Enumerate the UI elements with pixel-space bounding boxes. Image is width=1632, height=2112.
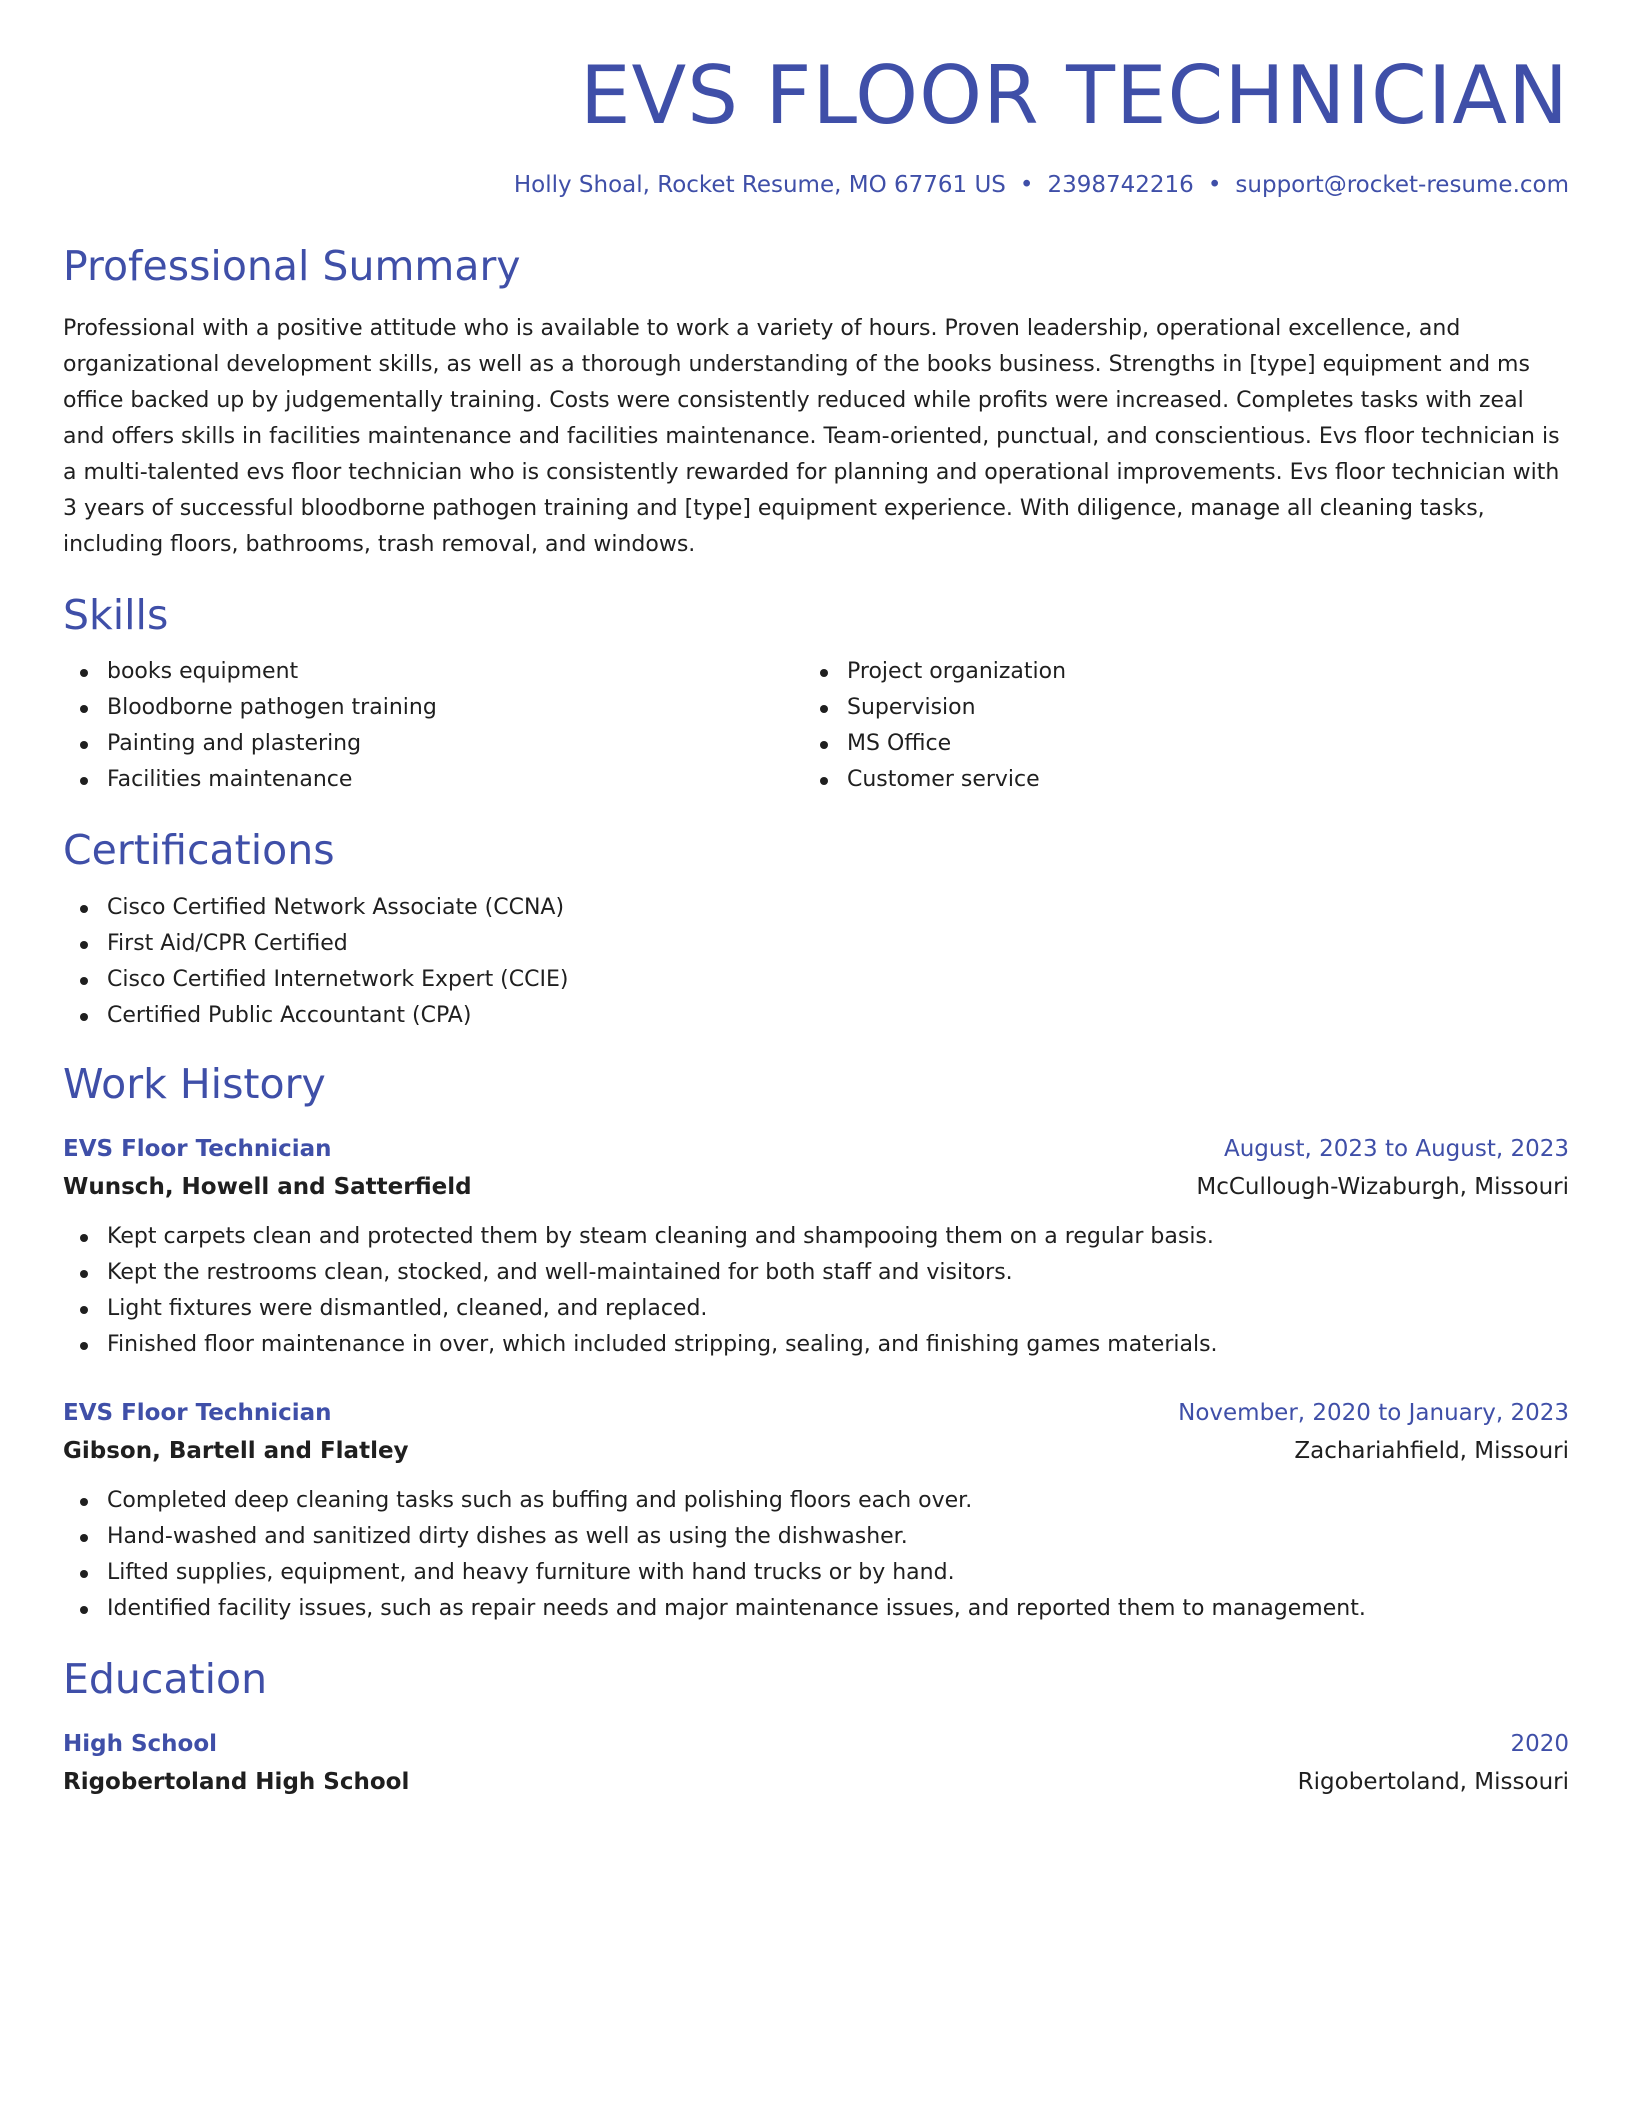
work-duty-text: Identified facility issues, such as repair needs and major maintenance issues, and reported them to management. xyxy=(107,1595,1366,1621)
skills-heading: Skills xyxy=(63,591,169,640)
work-entry-header xyxy=(63,1131,1569,1167)
work-employer: Gibson, Bartell and Flatley xyxy=(63,1437,409,1464)
bullet-dot xyxy=(80,1342,88,1350)
skill-text: MS Office xyxy=(847,731,952,757)
certifications-list xyxy=(63,890,1569,1034)
work-duty-text: Completed deep cleaning tasks such as buffing and polishing floors each over. xyxy=(107,1487,973,1513)
contact-email: support@rocket-resume.com xyxy=(1235,172,1569,198)
work-dates: November, 2020 to January, 2023 xyxy=(1178,1399,1569,1426)
work-entry-subheader xyxy=(63,1431,1569,1471)
certification-text: Cisco Certified Internetwork Expert (CCIE) xyxy=(107,966,569,992)
skills-grid xyxy=(63,654,1569,798)
education-heading: Education xyxy=(63,1654,268,1703)
contact-phone: 2398742216 xyxy=(1047,172,1194,198)
contact-line xyxy=(63,172,1569,198)
skill-text: Project organization xyxy=(847,659,1067,685)
work-duty-item xyxy=(63,1219,1569,1255)
bullet-dot xyxy=(80,1606,88,1614)
education-subheader xyxy=(63,1762,1569,1802)
work-duty-text: Hand-washed and sanitized dirty dishes as well as using the dishwasher. xyxy=(107,1523,908,1549)
skills-list-right xyxy=(803,654,1543,798)
work-duty-text: Light fixtures were dismantled, cleaned, and replaced. xyxy=(107,1295,708,1321)
work-duty-item xyxy=(63,1519,1569,1555)
skill-text: Customer service xyxy=(847,767,1040,793)
bullet-dot xyxy=(80,977,88,985)
certification-item xyxy=(63,962,1569,998)
certification-item xyxy=(63,926,1569,962)
work-entry xyxy=(63,1131,1569,1363)
work-duty-item xyxy=(63,1327,1569,1363)
work-location: Zachariahfield, Missouri xyxy=(1294,1437,1569,1464)
contact-separator: • xyxy=(1019,172,1034,198)
education-school: Rigobertoland High School xyxy=(63,1768,410,1795)
bullet-dot xyxy=(80,1013,88,1021)
contact-address: Holly Shoal, Rocket Resume, MO 67761 US xyxy=(513,172,1006,198)
bullet-dot xyxy=(80,705,88,713)
work-duty-item xyxy=(63,1483,1569,1519)
education-year: 2020 xyxy=(1510,1730,1569,1757)
work-entry-subheader xyxy=(63,1167,1569,1207)
work-location: McCullough-Wizaburgh, Missouri xyxy=(1196,1173,1569,1200)
work-entry-header xyxy=(63,1395,1569,1431)
education-degree: High School xyxy=(63,1730,218,1757)
work-employer: Wunsch, Howell and Satterfield xyxy=(63,1173,472,1200)
work-duty-item xyxy=(63,1555,1569,1591)
skill-item xyxy=(63,654,803,690)
education-location: Rigobertoland, Missouri xyxy=(1297,1768,1569,1795)
bullet-dot xyxy=(820,705,828,713)
bullet-dot xyxy=(80,1570,88,1578)
skill-text: Bloodborne pathogen training xyxy=(107,695,437,721)
bullet-dot xyxy=(80,941,88,949)
bullet-dot xyxy=(820,777,828,785)
bullet-dot xyxy=(80,905,88,913)
work-duties-list xyxy=(63,1219,1569,1363)
work-duty-text: Kept the restrooms clean, stocked, and well-maintained for both staff and visitors. xyxy=(107,1259,1013,1285)
bullet-dot xyxy=(820,741,828,749)
certification-text: Certified Public Accountant (CPA) xyxy=(107,1002,472,1028)
skill-item xyxy=(803,726,1543,762)
job-title: EVS FLOOR TECHNICIAN xyxy=(579,49,1569,142)
bullet-dot xyxy=(80,1534,88,1542)
bullet-dot xyxy=(80,777,88,785)
certification-item xyxy=(63,890,1569,926)
work-duty-text: Lifted supplies, equipment, and heavy furniture with hand trucks or by hand. xyxy=(107,1559,955,1585)
skill-text: Supervision xyxy=(847,695,976,721)
work-role: EVS Floor Technician xyxy=(63,1135,332,1162)
work-role: EVS Floor Technician xyxy=(63,1399,332,1426)
skill-text: books equipment xyxy=(107,659,299,685)
certifications-heading: Certifications xyxy=(63,826,335,875)
work-duty-text: Finished floor maintenance in over, which included stripping, sealing, and finishing games materials. xyxy=(107,1331,1218,1357)
bullet-dot xyxy=(80,1306,88,1314)
summary-heading: Professional Summary xyxy=(63,242,521,290)
skill-text: Painting and plastering xyxy=(107,731,362,757)
contact-separator: • xyxy=(1207,172,1222,198)
work-duty-item xyxy=(63,1591,1569,1627)
skill-item xyxy=(63,726,803,762)
certification-item xyxy=(63,998,1569,1034)
bullet-dot xyxy=(80,1270,88,1278)
bullet-dot xyxy=(80,1498,88,1506)
bullet-dot xyxy=(80,669,88,677)
skill-item xyxy=(63,762,803,798)
work-duties-list xyxy=(63,1483,1569,1627)
bullet-dot xyxy=(820,669,828,677)
skill-item xyxy=(803,654,1543,690)
bullet-dot xyxy=(80,741,88,749)
certification-text: Cisco Certified Network Associate (CCNA) xyxy=(107,894,565,920)
bullet-dot xyxy=(80,1234,88,1242)
skill-text: Facilities maintenance xyxy=(107,767,353,793)
work-duty-item xyxy=(63,1291,1569,1327)
summary-text: Professional with a positive attitude who is available to work a variety of hours. Proven leadership, operational excellence, and organizational development skills, as well as a thorough understanding of the books business. Strengths in [type] equipment and ms office backed up by judgementally training. Costs were consistently reduced while profits were increased. Completes tasks with zeal and offers skills in facilities maintenance and facilities maintenance. Team-oriented, punctual, and conscientious. Evs floor technician is a multi-talented evs floor technician who is consistently rewarded for planning and operational improvements. Evs floor technician with 3 years of successful bloodborne pathogen training and [type] equipment experience. With diligence, manage all cleaning tasks, including floors, bathrooms, trash removal, and windows. xyxy=(63,316,1560,558)
skill-item xyxy=(63,690,803,726)
work-duty-text: Kept carpets clean and protected them by steam cleaning and shampooing them on a regular basis. xyxy=(107,1223,1214,1249)
education-entry xyxy=(63,1726,1569,1802)
skills-list-left xyxy=(63,654,803,798)
work-entry xyxy=(63,1395,1569,1627)
skill-item xyxy=(803,690,1543,726)
skill-item xyxy=(803,762,1543,798)
work-dates: August, 2023 to August, 2023 xyxy=(1224,1135,1569,1162)
work-duty-item xyxy=(63,1255,1569,1291)
work-history-heading: Work History xyxy=(63,1059,326,1108)
education-header xyxy=(63,1726,1569,1762)
certification-text: First Aid/CPR Certified xyxy=(107,930,348,956)
